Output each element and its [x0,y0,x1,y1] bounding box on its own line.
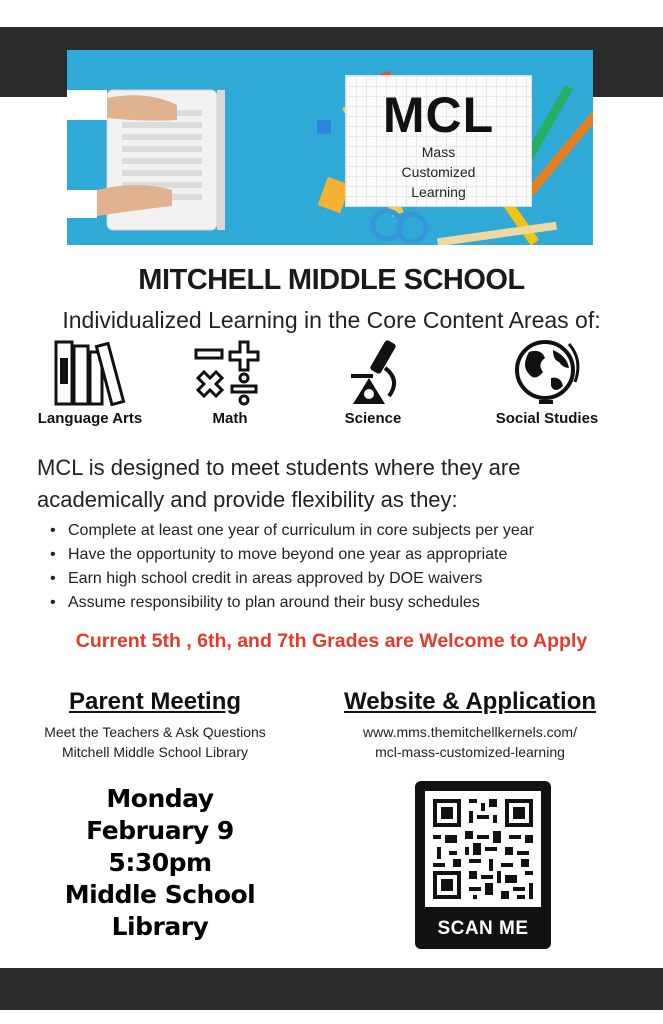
benefits-list [48,519,648,615]
parent-meeting-line: Meet the Teachers & Ask Questions [44,724,266,740]
program-subtitle: Individualized Learning in the Core Content Areas of: [62,307,601,333]
mcl-title: MCL [382,87,495,143]
mcl-sub-line: Learning [411,184,466,200]
subject-social-studies [472,338,622,427]
website-url-line[interactable]: www.mms.themitchellkernels.com/ [363,724,577,740]
math-symbols-icon [190,338,270,406]
bottom-band [0,968,663,1010]
website-heading: Website & Application [343,688,597,715]
website-url-line[interactable]: mcl-mass-customized-learning [375,744,565,760]
subject-math [155,338,305,427]
meeting-time: 5:30pm [108,848,212,877]
parent-meeting-line: Mitchell Middle School Library [62,744,248,760]
subject-label: Social Studies [495,410,599,427]
intro-text [37,452,637,516]
books-icon [50,338,130,406]
list-item: • Earn high school credit in areas approved by DOE waivers [48,567,648,591]
school-title: MITCHELL MIDDLE SCHOOL [138,264,525,296]
welcome-banner: Current 5th , 6th, and 7th Grades are Welcome to Apply [75,630,588,652]
list-item: • Have the opportunity to move beyond one year as appropriate [48,543,648,567]
subject-label: Math [212,410,248,427]
subject-label: Language Arts [37,410,143,427]
subject-language-arts [15,338,165,427]
mcl-subtitle [346,142,531,202]
website-section [320,688,620,762]
meeting-details [40,783,280,943]
scan-me-label: SCAN ME [437,918,529,939]
mcl-notebook [345,75,532,207]
mcl-sub-line: Mass [421,144,456,160]
parent-meeting-section [15,688,295,762]
meeting-day: Monday [106,784,214,813]
list-item: • Assume responsibility to plan around their busy schedules [48,591,648,615]
microscope-icon [333,338,413,406]
intro-line: MCL is designed to meet students where they are [37,455,521,480]
subject-label: Science [344,410,402,427]
parent-meeting-heading: Parent Meeting [68,688,242,715]
hero-image [67,50,593,245]
list-item: • Complete at least one year of curriculum in core subjects per year [48,519,648,543]
intro-line: academically and provide flexibility as they: [37,487,458,512]
qr-code-icon[interactable] [425,791,541,907]
subject-science [298,338,448,427]
qr-code-graphic [425,791,541,907]
qr-card[interactable] [415,781,551,949]
globe-icon [507,338,587,406]
meeting-place: Middle School [64,880,256,909]
meeting-date: February 9 [86,816,234,845]
meeting-place: Library [111,912,209,941]
mcl-sub-line: Customized [401,164,476,180]
